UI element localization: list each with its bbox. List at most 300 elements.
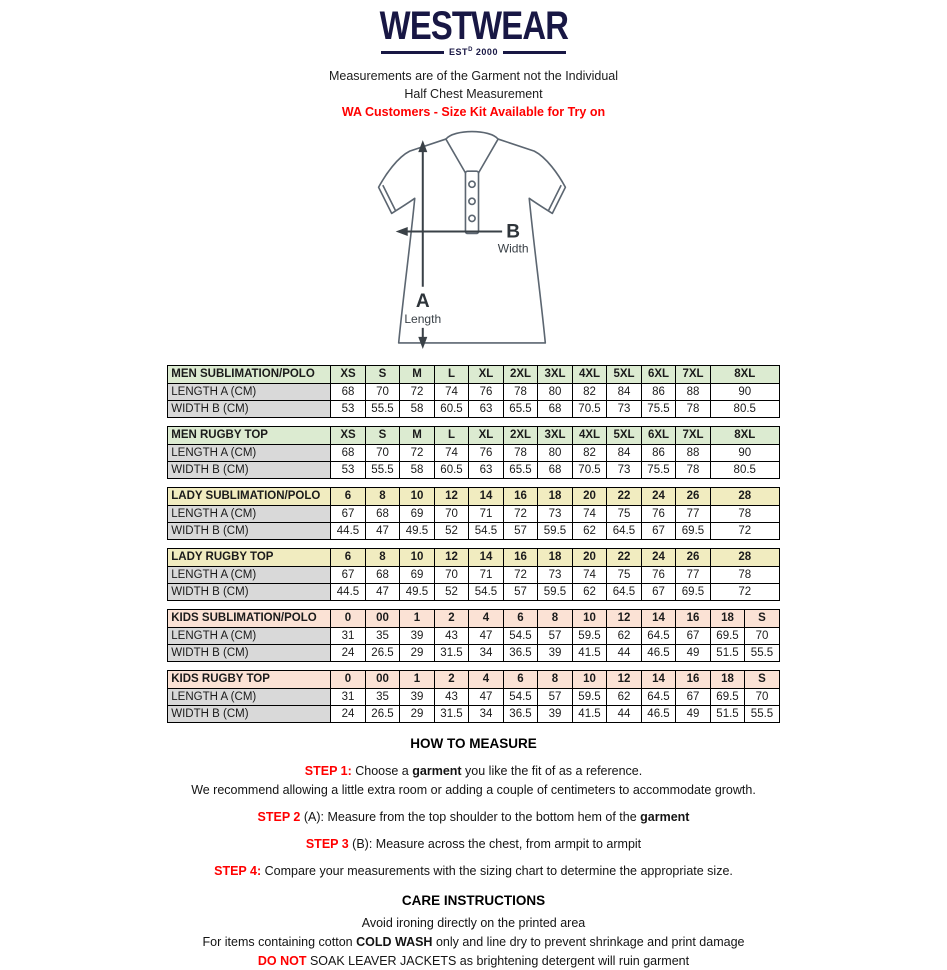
- measurement-cell: 55.5: [365, 462, 400, 479]
- size-header-cell: 8XL: [710, 427, 779, 445]
- size-header-cell: 10: [572, 610, 607, 628]
- size-header-cell: 6XL: [641, 366, 676, 384]
- instruction-line: [0, 781, 947, 799]
- measurement-cell: 72: [710, 523, 779, 540]
- measurement-cell: 80.5: [710, 401, 779, 418]
- measurement-cell: 77: [676, 567, 711, 584]
- measurement-cell: 78: [710, 506, 779, 523]
- size-header-cell: L: [434, 427, 469, 445]
- size-table: [167, 670, 780, 723]
- measurement-cell: 67: [331, 506, 366, 523]
- size-header-cell: XL: [469, 427, 504, 445]
- size-header-cell: 2XL: [503, 366, 538, 384]
- measurement-cell: 74: [572, 506, 607, 523]
- measurement-cell: 63: [469, 401, 504, 418]
- size-header-cell: 5XL: [607, 427, 642, 445]
- size-header-cell: 24: [641, 549, 676, 567]
- logo-est-word: EST: [449, 47, 469, 57]
- measurement-cell: 54.5: [503, 689, 538, 706]
- measurement-cell: 90: [710, 384, 779, 401]
- measurement-cell: 65.5: [503, 401, 538, 418]
- logo-est-year: 2000: [475, 47, 498, 57]
- measurement-cell: 49: [676, 706, 711, 723]
- measurement-cell: 86: [641, 445, 676, 462]
- size-header-cell: S: [745, 671, 780, 689]
- measurement-cell: 73: [538, 567, 573, 584]
- instruction-line: [0, 835, 947, 853]
- measurement-cell: 77: [676, 506, 711, 523]
- size-header-cell: 4XL: [572, 366, 607, 384]
- measurement-cell: 53: [331, 462, 366, 479]
- measure-label-cell: LENGTH A (CM): [168, 445, 331, 462]
- measurement-cell: 46.5: [641, 645, 676, 662]
- text-segment: STEP 3: [305, 837, 349, 851]
- text-segment: DO NOT: [257, 954, 307, 968]
- note-garment-measurement: Measurements are of the Garment not the Individual: [328, 69, 619, 83]
- measurement-cell: 31: [331, 628, 366, 645]
- measurement-cell: 75: [607, 567, 642, 584]
- measure-label-cell: WIDTH B (CM): [168, 706, 331, 723]
- measurement-cell: 43: [434, 689, 469, 706]
- size-header-cell: 18: [710, 671, 745, 689]
- how-to-measure-title: HOW TO MEASURE: [410, 736, 537, 751]
- measurement-cell: 53: [331, 401, 366, 418]
- measurement-cell: 60.5: [434, 462, 469, 479]
- text-segment: garment: [412, 764, 462, 778]
- size-header-cell: 4: [469, 610, 504, 628]
- size-header-cell: 22: [607, 549, 642, 567]
- measurement-cell: 59.5: [538, 523, 573, 540]
- measurement-cell: 29: [400, 645, 435, 662]
- size-header-cell: XS: [331, 366, 366, 384]
- measurement-cell: 65.5: [503, 462, 538, 479]
- size-header-cell: 18: [710, 610, 745, 628]
- measurement-cell: 67: [641, 523, 676, 540]
- text-segment: (B): Measure across the chest, from armpit to armpit: [348, 837, 642, 851]
- measurement-cell: 70.5: [572, 401, 607, 418]
- measurement-cell: 26.5: [365, 645, 400, 662]
- measurement-cell: 69: [400, 506, 435, 523]
- measurement-cell: 70: [365, 384, 400, 401]
- measurement-cell: 80: [538, 445, 573, 462]
- size-header-cell: 10: [572, 671, 607, 689]
- size-header-cell: 6: [331, 549, 366, 567]
- polo-button-2: [468, 198, 474, 204]
- size-header-cell: 0: [331, 671, 366, 689]
- size-header-cell: 8: [365, 488, 400, 506]
- measurement-cell: 68: [365, 567, 400, 584]
- measurement-cell: 78: [710, 567, 779, 584]
- measurement-cell: 47: [469, 689, 504, 706]
- measurement-cell: 39: [400, 628, 435, 645]
- measurement-cell: 24: [331, 645, 366, 662]
- measurement-cell: 47: [365, 523, 400, 540]
- measurement-cell: 34: [469, 706, 504, 723]
- how-to-measure-lines: [0, 762, 947, 880]
- measurement-cell: 72: [400, 445, 435, 462]
- size-header-cell: 28: [710, 488, 779, 506]
- measurement-cell: 68: [331, 384, 366, 401]
- measurement-cell: 55.5: [365, 401, 400, 418]
- measurement-cell: 52: [434, 584, 469, 601]
- size-header-cell: 1: [400, 671, 435, 689]
- measurement-cell: 84: [607, 445, 642, 462]
- text-segment: (A): Measure from the top shoulder to the bottom hem of the: [300, 810, 641, 824]
- measurement-cell: 59.5: [572, 689, 607, 706]
- size-header-cell: M: [400, 427, 435, 445]
- size-header-cell: 16: [676, 610, 711, 628]
- size-table: [167, 365, 780, 418]
- size-header-cell: 24: [641, 488, 676, 506]
- size-header-cell: 22: [607, 488, 642, 506]
- table-title-cell: MEN RUGBY TOP: [168, 427, 331, 445]
- size-header-cell: 10: [400, 488, 435, 506]
- care-lines: [0, 914, 947, 970]
- measurement-cell: 70: [745, 628, 780, 645]
- measurement-cell: 49: [676, 645, 711, 662]
- size-tables: [0, 365, 947, 723]
- size-header-cell: 16: [503, 488, 538, 506]
- brand-logo-established: [0, 47, 947, 57]
- measurement-cell: 78: [676, 462, 711, 479]
- measurement-cell: 82: [572, 445, 607, 462]
- measurement-cell: 54.5: [503, 628, 538, 645]
- size-header-cell: 3XL: [538, 427, 573, 445]
- measurement-cell: 55.5: [745, 706, 780, 723]
- measurement-cell: 47: [469, 628, 504, 645]
- size-header-cell: 20: [572, 549, 607, 567]
- measure-label-cell: LENGTH A (CM): [168, 567, 331, 584]
- measurement-cell: 31.5: [434, 706, 469, 723]
- measurement-cell: 35: [365, 628, 400, 645]
- size-header-cell: 00: [365, 610, 400, 628]
- measurement-cell: 35: [365, 689, 400, 706]
- measurement-cell: 67: [676, 689, 711, 706]
- measurement-cell: 62: [572, 523, 607, 540]
- measurement-cell: 75: [607, 506, 642, 523]
- size-header-cell: 4XL: [572, 427, 607, 445]
- width-arrowhead-left: [395, 227, 407, 236]
- size-header-cell: 5XL: [607, 366, 642, 384]
- size-header-cell: 18: [538, 549, 573, 567]
- measurement-cell: 44: [607, 645, 642, 662]
- measurement-cell: 24: [331, 706, 366, 723]
- measurement-cell: 58: [400, 462, 435, 479]
- measurement-cell: 72: [400, 384, 435, 401]
- size-header-cell: 28: [710, 549, 779, 567]
- size-header-cell: 16: [676, 671, 711, 689]
- measure-label-cell: LENGTH A (CM): [168, 628, 331, 645]
- size-header-cell: 4: [469, 671, 504, 689]
- measurement-cell: 78: [503, 445, 538, 462]
- measurement-cell: 88: [676, 445, 711, 462]
- size-header-cell: XL: [469, 366, 504, 384]
- table-title-cell: LADY SUBLIMATION/POLO: [168, 488, 331, 506]
- measurement-cell: 74: [434, 445, 469, 462]
- measurement-cell: 26.5: [365, 706, 400, 723]
- table-title-cell: KIDS RUGBY TOP: [168, 671, 331, 689]
- measurement-cell: 44: [607, 706, 642, 723]
- size-header-cell: 6XL: [641, 427, 676, 445]
- size-header-cell: S: [365, 366, 400, 384]
- size-header-cell: L: [434, 366, 469, 384]
- measurement-cell: 36.5: [503, 706, 538, 723]
- measurement-cell: 63: [469, 462, 504, 479]
- measurement-cell: 46.5: [641, 706, 676, 723]
- logo-est-sup: D: [468, 47, 473, 53]
- text-segment: only and line dry to prevent shrinkage and print damage: [432, 935, 745, 949]
- measurement-cell: 70: [745, 689, 780, 706]
- size-header-cell: 1: [400, 610, 435, 628]
- instruction-line: [0, 808, 947, 826]
- measurement-cell: 72: [503, 506, 538, 523]
- length-word-label: Length: [403, 311, 441, 326]
- text-segment: SOAK LEAVER JACKETS as brightening detergent will ruin garment: [306, 954, 690, 968]
- care-instructions-section: [0, 892, 947, 970]
- measurement-cell: 68: [331, 445, 366, 462]
- measurement-cell: 70: [365, 445, 400, 462]
- measurement-cell: 57: [503, 584, 538, 601]
- measurement-cell: 49.5: [400, 523, 435, 540]
- measurement-cell: 34: [469, 645, 504, 662]
- measurement-cell: 76: [641, 506, 676, 523]
- measurement-cell: 57: [503, 523, 538, 540]
- measurement-cell: 73: [538, 506, 573, 523]
- size-header-cell: 12: [607, 671, 642, 689]
- size-header-cell: 16: [503, 549, 538, 567]
- size-header-cell: 12: [607, 610, 642, 628]
- measurement-cell: 55.5: [745, 645, 780, 662]
- measurement-cell: 84: [607, 384, 642, 401]
- measurement-cell: 70: [434, 567, 469, 584]
- text-segment: We recommend allowing a little extra room or adding a couple of centimeters to accommodate growth.: [191, 783, 756, 797]
- size-header-cell: 7XL: [676, 427, 711, 445]
- how-to-measure-section: [0, 735, 947, 880]
- care-instructions-title: CARE INSTRUCTIONS: [401, 893, 546, 908]
- measurement-cell: 60.5: [434, 401, 469, 418]
- measure-label-cell: LENGTH A (CM): [168, 506, 331, 523]
- measurement-cell: 71: [469, 506, 504, 523]
- measurement-cell: 90: [710, 445, 779, 462]
- measurement-cell: 44.5: [331, 523, 366, 540]
- measurement-cell: 59.5: [572, 628, 607, 645]
- measurement-cell: 49.5: [400, 584, 435, 601]
- measurement-cell: 62: [572, 584, 607, 601]
- text-segment: For items containing cotton: [202, 935, 357, 949]
- measurement-cell: 80.5: [710, 462, 779, 479]
- text-segment: COLD WASH: [356, 935, 433, 949]
- length-letter-label: A: [415, 290, 430, 312]
- measurement-cell: 36.5: [503, 645, 538, 662]
- size-header-cell: 6: [503, 671, 538, 689]
- size-header-cell: 12: [434, 488, 469, 506]
- measurement-cell: 75.5: [641, 401, 676, 418]
- measurement-cell: 54.5: [469, 523, 504, 540]
- measurement-cell: 68: [538, 401, 573, 418]
- measurement-cell: 74: [434, 384, 469, 401]
- measurement-cell: 39: [538, 706, 573, 723]
- measurement-cell: 80: [538, 384, 573, 401]
- measure-label-cell: WIDTH B (CM): [168, 401, 331, 418]
- size-header-cell: S: [365, 427, 400, 445]
- size-header-cell: 14: [641, 610, 676, 628]
- text-segment: STEP 2: [257, 810, 301, 824]
- size-header-cell: 8: [365, 549, 400, 567]
- polo-measurement-diagram: [0, 124, 947, 357]
- measurement-cell: 75.5: [641, 462, 676, 479]
- measurement-cell: 68: [365, 506, 400, 523]
- care-line: [0, 914, 947, 932]
- width-word-label: Width: [497, 241, 529, 256]
- measurement-cell: 43: [434, 628, 469, 645]
- measure-label-cell: WIDTH B (CM): [168, 584, 331, 601]
- measurement-cell: 58: [400, 401, 435, 418]
- instruction-line: [0, 762, 947, 780]
- size-header-cell: 8: [538, 610, 573, 628]
- measurement-cell: 39: [538, 645, 573, 662]
- measurement-cell: 78: [503, 384, 538, 401]
- measurement-cell: 62: [607, 628, 642, 645]
- logo-rule-left: [381, 51, 444, 54]
- measurement-cell: 69.5: [710, 628, 745, 645]
- size-header-cell: 20: [572, 488, 607, 506]
- measurement-cell: 31: [331, 689, 366, 706]
- table-title-cell: LADY RUGBY TOP: [168, 549, 331, 567]
- size-header-cell: 8: [538, 671, 573, 689]
- measurement-cell: 88: [676, 384, 711, 401]
- measurement-cell: 39: [400, 689, 435, 706]
- measurement-cell: 67: [641, 584, 676, 601]
- measurement-cell: 41.5: [572, 706, 607, 723]
- size-table: [167, 487, 780, 540]
- measure-label-cell: LENGTH A (CM): [168, 689, 331, 706]
- measurement-cell: 41.5: [572, 645, 607, 662]
- measure-label-cell: WIDTH B (CM): [168, 523, 331, 540]
- measurement-cell: 64.5: [641, 628, 676, 645]
- size-header-cell: 2: [434, 671, 469, 689]
- measurement-cell: 52: [434, 523, 469, 540]
- measure-label-cell: WIDTH B (CM): [168, 462, 331, 479]
- size-header-cell: S: [745, 610, 780, 628]
- measurement-cell: 57: [538, 689, 573, 706]
- measurement-cell: 57: [538, 628, 573, 645]
- measurement-cell: 70.5: [572, 462, 607, 479]
- measurement-cell: 73: [607, 462, 642, 479]
- measurement-cell: 76: [469, 384, 504, 401]
- measure-label-cell: WIDTH B (CM): [168, 645, 331, 662]
- size-header-cell: 7XL: [676, 366, 711, 384]
- size-header-cell: 10: [400, 549, 435, 567]
- table-title-cell: KIDS SUBLIMATION/POLO: [168, 610, 331, 628]
- measurement-cell: 64.5: [641, 689, 676, 706]
- measurement-cell: 67: [331, 567, 366, 584]
- measurement-cell: 64.5: [607, 523, 642, 540]
- measurement-cell: 31.5: [434, 645, 469, 662]
- measurement-cell: 69.5: [710, 689, 745, 706]
- text-segment: STEP 4:: [214, 864, 262, 878]
- size-header-cell: 14: [641, 671, 676, 689]
- size-header-cell: 12: [434, 549, 469, 567]
- size-header-cell: 14: [469, 488, 504, 506]
- measurement-cell: 73: [607, 401, 642, 418]
- measurement-cell: 51.5: [710, 645, 745, 662]
- text-segment: Compare your measurements with the sizing chart to determine the appropriate size.: [261, 864, 733, 878]
- size-table: [167, 426, 780, 479]
- measurement-cell: 78: [676, 401, 711, 418]
- measurement-cell: 47: [365, 584, 400, 601]
- polo-button-1: [468, 181, 474, 187]
- size-table: [167, 548, 780, 601]
- measurement-cell: 86: [641, 384, 676, 401]
- size-header-cell: 2: [434, 610, 469, 628]
- size-header-cell: 00: [365, 671, 400, 689]
- brand-header: [0, 0, 947, 121]
- size-header-cell: 3XL: [538, 366, 573, 384]
- measurement-cell: 54.5: [469, 584, 504, 601]
- size-header-cell: 0: [331, 610, 366, 628]
- text-segment: you like the fit of as a reference.: [461, 764, 643, 778]
- measurement-cell: 69: [400, 567, 435, 584]
- note-wa-size-kit: WA Customers - Size Kit Available for Try on: [341, 105, 606, 119]
- size-header-cell: 26: [676, 488, 711, 506]
- size-header-cell: XS: [331, 427, 366, 445]
- measurement-cell: 82: [572, 384, 607, 401]
- measurement-cell: 67: [676, 628, 711, 645]
- text-segment: Avoid ironing directly on the printed area: [361, 916, 586, 930]
- text-segment: Choose a: [351, 764, 413, 778]
- measurement-cell: 69.5: [676, 584, 711, 601]
- logo-rule-right: [503, 51, 566, 54]
- measurement-cell: 71: [469, 567, 504, 584]
- size-header-cell: 2XL: [503, 427, 538, 445]
- size-header-cell: 8XL: [710, 366, 779, 384]
- polo-collar-top: [445, 132, 497, 140]
- measurement-cell: 70: [434, 506, 469, 523]
- measurement-cell: 74: [572, 567, 607, 584]
- size-table: [167, 609, 780, 662]
- measurement-cell: 72: [710, 584, 779, 601]
- polo-diagram-svg: [348, 124, 600, 357]
- brand-logo-text: WESTWEAR: [379, 4, 568, 48]
- width-letter-label: B: [505, 221, 520, 243]
- table-title-cell: MEN SUBLIMATION/POLO: [168, 366, 331, 384]
- measurement-cell: 69.5: [676, 523, 711, 540]
- measurement-cell: 76: [641, 567, 676, 584]
- text-segment: STEP 1:: [304, 764, 352, 778]
- size-header-cell: 26: [676, 549, 711, 567]
- measurement-cell: 44.5: [331, 584, 366, 601]
- measurement-cell: 62: [607, 689, 642, 706]
- text-segment: garment: [640, 810, 690, 824]
- brand-logo: [0, 4, 947, 57]
- size-header-cell: 18: [538, 488, 573, 506]
- measure-label-cell: LENGTH A (CM): [168, 384, 331, 401]
- size-header-cell: 6: [331, 488, 366, 506]
- instruction-line: [0, 862, 947, 880]
- polo-button-3: [468, 215, 474, 221]
- measurement-cell: 76: [469, 445, 504, 462]
- intro-notes: [0, 67, 947, 121]
- measurement-cell: 68: [538, 462, 573, 479]
- care-line: [0, 952, 947, 970]
- size-header-cell: M: [400, 366, 435, 384]
- care-line: [0, 933, 947, 951]
- measurement-cell: 64.5: [607, 584, 642, 601]
- size-header-cell: 6: [503, 610, 538, 628]
- measurement-cell: 51.5: [710, 706, 745, 723]
- note-half-chest: Half Chest Measurement: [404, 87, 543, 101]
- size-header-cell: 14: [469, 549, 504, 567]
